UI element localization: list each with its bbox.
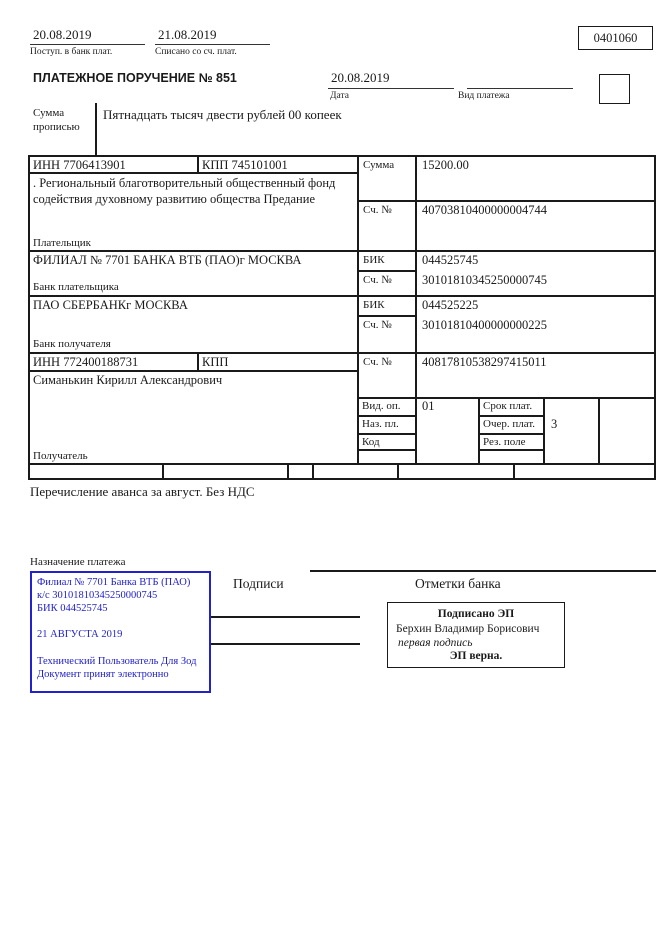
table-line <box>478 449 544 451</box>
esign-title: Подписано ЭП <box>437 608 515 620</box>
document-date: 20.08.2019 <box>331 70 390 85</box>
stamp-accepted: Документ принят электронно <box>37 669 169 680</box>
table-line <box>357 270 417 272</box>
table-line <box>478 433 544 435</box>
table-line <box>197 155 199 172</box>
payee-section-label: Получатель <box>33 450 88 462</box>
amount-words-value: Пятнадцать тысяч двести рублей 00 копеек <box>103 107 342 122</box>
table-line <box>513 463 515 478</box>
stamp-bank-name: Филиал № 7701 Банка ВТБ (ПАО) <box>37 577 191 588</box>
payee-bank-section-label: Банк получателя <box>33 338 111 350</box>
table-line <box>28 463 656 465</box>
payer-inn: ИНН 7706413901 <box>33 158 126 172</box>
table-line <box>478 397 480 463</box>
bank-stamp-box <box>30 571 211 693</box>
table-line <box>197 352 199 370</box>
payee-account: 40817810538297415011 <box>422 355 547 369</box>
payee-bank-account-label: Сч. № <box>363 319 392 331</box>
table-line <box>543 397 545 463</box>
payee-bank-bik-label: БИК <box>363 299 385 311</box>
table-line <box>357 200 656 202</box>
table-line <box>598 397 600 463</box>
signature-line-2 <box>210 643 360 645</box>
debited-date: 21.08.2019 <box>158 27 217 42</box>
esign-name: Берхин Владимир Борисович <box>396 623 540 635</box>
debited-date-label: Списано со сч. плат. <box>155 47 237 57</box>
payee-bank-name: ПАО СБЕРБАНКг МОСКВА <box>33 298 188 312</box>
purpose-text: Перечисление аванса за август. Без НДС <box>30 484 255 499</box>
received-date-underline <box>30 44 145 45</box>
amount-words-divider <box>95 103 97 155</box>
received-date: 20.08.2019 <box>33 27 92 42</box>
date-underline <box>328 88 454 89</box>
op-type-value: 01 <box>422 399 435 413</box>
payer-bank-bik-label: БИК <box>363 254 385 266</box>
signature-line-1 <box>210 616 360 618</box>
payer-section-label: Плательщик <box>33 237 91 249</box>
sum-value: 15200.00 <box>422 158 469 172</box>
payment-type-underline <box>467 88 573 89</box>
bank-marks-top-line <box>310 570 656 572</box>
order-value: 3 <box>551 417 558 431</box>
payer-bank-account-label: Сч. № <box>363 274 392 286</box>
payee-inn: ИНН 772400188731 <box>33 355 139 369</box>
sum-label: Сумма <box>363 159 395 171</box>
payee-name: Симанькин Кирилл Александрович <box>33 373 223 387</box>
table-line <box>357 433 417 435</box>
esign-verified: ЭП верна. <box>449 650 503 662</box>
payer-bank-account: 30101810345250000745 <box>422 273 547 287</box>
table-line <box>357 415 417 417</box>
signatures-label: Подписи <box>233 576 284 591</box>
form-code: 0401060 <box>593 30 638 45</box>
payer-bank-section-label: Банк плательщика <box>33 281 119 293</box>
priority-box <box>599 74 630 104</box>
payment-type-label: Вид платежа <box>458 91 510 101</box>
payer-account-label: Сч. № <box>363 204 392 216</box>
esign-box <box>387 602 565 668</box>
payer-bank-name: ФИЛИАЛ № 7701 БАНКА ВТБ (ПАО)г МОСКВА <box>33 253 302 267</box>
date-label: Дата <box>330 91 349 101</box>
table-line <box>28 250 656 252</box>
table-line <box>357 397 656 399</box>
stamp-bik: БИК 044525745 <box>37 603 108 614</box>
esign-subtitle: первая подпись <box>398 637 473 649</box>
payee-bank-bik: 044525225 <box>422 298 479 312</box>
table-line <box>28 370 358 372</box>
bank-marks-label: Отметки банка <box>415 576 501 591</box>
order-label: Очер. плат. <box>483 418 536 430</box>
payer-name: . Региональный благотворительный общественный фонд содействия духовному развитию общества Предание <box>33 176 336 206</box>
table-line <box>478 415 544 417</box>
amount-words-label-2: прописью <box>33 121 80 133</box>
payee-bank-account: 30101810400000000225 <box>422 318 547 332</box>
table-line <box>28 478 656 480</box>
payer-account: 40703810400000004744 <box>422 203 547 217</box>
table-line <box>357 315 417 317</box>
table-line <box>357 155 359 463</box>
form-code-box <box>578 26 653 50</box>
table-line <box>654 155 656 480</box>
table-line <box>357 449 417 451</box>
purpose-section-label: Назначение платежа <box>30 556 126 568</box>
table-line <box>162 463 164 478</box>
debited-date-underline <box>155 44 270 45</box>
table-line <box>312 463 314 478</box>
purpose-code-label: Наз. пл. <box>362 418 399 430</box>
stamp-corr-account: к/с 30101810345250000745 <box>37 590 158 601</box>
table-line <box>415 155 417 463</box>
payer-kpp: КПП 745101001 <box>202 158 288 172</box>
term-label: Срок плат. <box>483 400 533 412</box>
stamp-date: 21 АВГУСТА 2019 <box>37 629 123 640</box>
stamp-user: Технический Пользователь Для Зод <box>37 656 197 667</box>
res-field-label: Рез. поле <box>483 436 526 448</box>
table-line <box>397 463 399 478</box>
payer-bank-bik: 044525745 <box>422 253 479 267</box>
amount-words-label-1: Сумма <box>33 107 65 119</box>
op-type-label: Вид. оп. <box>362 400 401 412</box>
table-line <box>28 352 656 354</box>
table-line <box>28 155 30 480</box>
code-label: Код <box>362 436 380 448</box>
document-title: ПЛАТЕЖНОЕ ПОРУЧЕНИЕ № 851 <box>33 71 237 85</box>
payee-kpp: КПП <box>202 355 229 369</box>
table-line <box>28 295 656 297</box>
table-line <box>28 155 656 157</box>
table-line <box>287 463 289 478</box>
received-date-label: Поступ. в банк плат. <box>30 47 113 57</box>
payee-account-label: Сч. № <box>363 356 392 368</box>
